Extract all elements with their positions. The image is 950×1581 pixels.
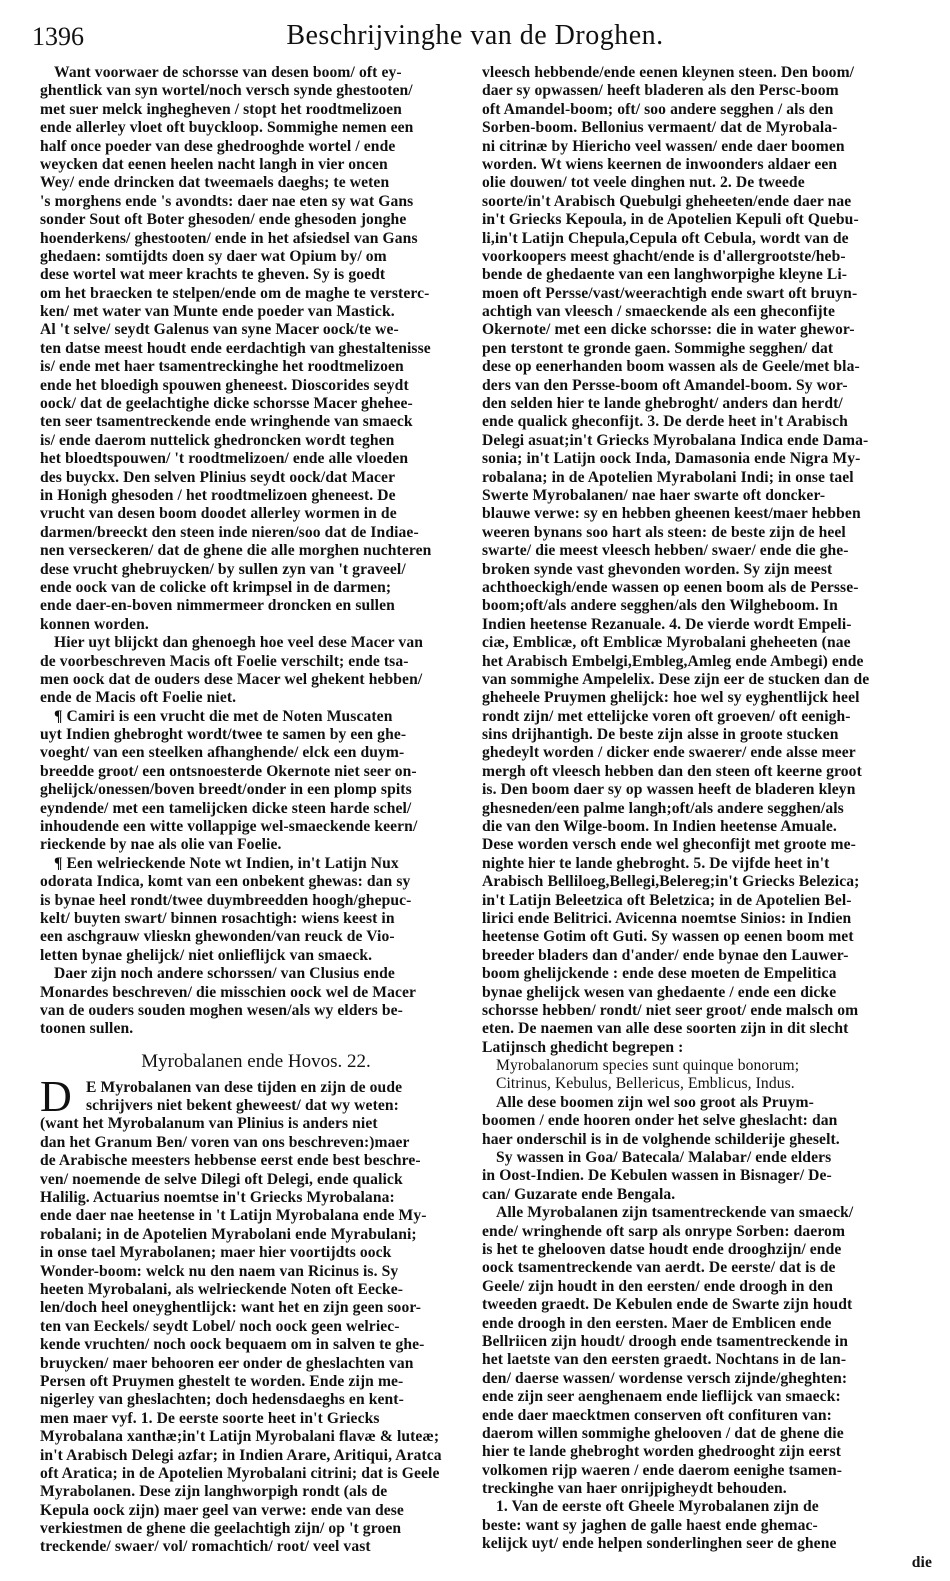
text-line: li,in't Latijn Chepula,Cepula oft Cebula, wordt van de (482, 229, 849, 247)
text-line: dan het Granum Ben/ voren van ons beschreven:)maer (40, 1133, 410, 1151)
text-line: achthoeckigh/ende wassen op eenen boom als de Persse- (482, 578, 859, 596)
text-line: ende het bloedigh spouwen gheneest. Dioscorides seydt (40, 376, 409, 394)
text-line: nen verseckeren/ dat de ghene die alle morghen nuchteren (40, 542, 432, 560)
text-line: Alle dese boomen zijn wel soo groot als Pruym- (496, 1093, 814, 1111)
text-line: boomen / ende hooren onder het selve gheslacht: dan (482, 1112, 838, 1130)
text-line: daer sy opwassen/ heeft bladeren als den Persc-boom (482, 82, 839, 100)
text-line: oft Amandel-boom; oft/ soo andere segghen / als den (482, 100, 834, 118)
text-line: voeght/ van een steelken afhanghende/ elck een duym- (40, 744, 405, 762)
text-line: oock/ dat de geelachtighe dicke schorsse Macer ghehee- (40, 395, 413, 413)
text-line: Citrinus, Kebulus, Bellericus, Emblicus, Indus. (496, 1075, 795, 1093)
text-line: ende droogh in den eersten. Maer de Emblicen ende (482, 1314, 832, 1332)
text-line: haer onderschil is in de volghende schilderije gheselt. (482, 1130, 840, 1148)
section-body (40, 1079, 472, 1557)
right-column (482, 64, 932, 1572)
text-line: treckende/ swaer/ vol/ romachtich/ root/ veel vast (40, 1538, 371, 1556)
text-line: 's morghens ende 's avondts: daer nae eten sy wat Gans (40, 192, 414, 210)
text-line: mergh oft vleesch hebben dan den steen oft keerne groot (482, 762, 862, 780)
text-line: broken synde vast ghevonden worden. Sy zijn meest (482, 560, 833, 578)
text-line: is/ ende met haer tsamentreckinghe het roodtmelizoen (40, 358, 404, 376)
text-line: schrijvers niet bekent gheweest/ dat wy weten: (86, 1097, 399, 1115)
text-line: Wonder-boom: welck nu den naem van Ricinus is. Sy (40, 1262, 399, 1280)
text-line: Dese worden versch ende wel gheconfijt met groote me- (482, 836, 856, 854)
text-line: Halilig. Actuarius noemtse in't Griecks Myrobalana: (40, 1189, 395, 1207)
text-line: hier te lande ghebroght worden ghedrooght zijn eerst (482, 1443, 842, 1461)
text-line: lirici ende Belitrici. Avicenna noemtse Sinios: in Indien (482, 909, 852, 927)
text-line: weeren bynans soo hart als steen: de beste zijn de heel (482, 523, 846, 541)
text-line: robalana; in de Apotelien Myrabolani Indi; in onse tael (482, 468, 854, 486)
text-line: ¶ Camiri is een vrucht die met de Noten Muscaten (54, 707, 393, 725)
text-line: heeten Myrobalani, als welrieckende Noten oft Eecke- (40, 1281, 404, 1298)
text-line: toonen sullen. (40, 1020, 134, 1038)
text-line: Bellriicen zijn houdt/ droogh ende tsamentreckende in (482, 1332, 848, 1350)
text-line: ten datse meest houdt ende eerdachtigh van ghestaltenisse (40, 339, 431, 357)
text-line: ende daer-en-boven nimmermeer droncken en sullen (40, 597, 395, 615)
text-line: Persen oft Pruymen ghestelt te worden. Ende zijn me- (40, 1372, 404, 1390)
text-line: olie douwen/ tot veele dinghen nut. 2. De tweede (482, 174, 805, 192)
text-line: in onse tael Myrabolanen; maer hier voortijdts oock (40, 1244, 392, 1262)
text-line: Alle Myrobalanen zijn tsamentreckende van smaeck/ (496, 1204, 854, 1222)
text-line: is bynae heel rondt/twee duymbreedden hoogh/ghepuc- (40, 891, 412, 909)
text-line: darmen/breeckt den steen inde nieren/soo dat de Indiae- (40, 523, 419, 541)
text-line: Monardes beschreven/ die misschien oock wel de Macer (40, 983, 417, 1001)
text-line: van sommighe Ampelelix. Dese zijn eer de stucken dan de (482, 670, 870, 688)
text-line: is/ ende daerom nuttelick ghedroncken wordt teghen (40, 431, 395, 449)
text-line: Myrobalana xanthæ;in't Latijn Myrobalani flavæ & luteæ; (40, 1428, 440, 1446)
text-line: Hier uyt blijckt dan ghenoegh hoe veel dese Macer van (54, 634, 423, 652)
text-line: bynae ghelijck wesen van ghedaente / ende een dicke (482, 983, 837, 1001)
text-line: can/ Guzarate ende Bengala. (482, 1185, 676, 1203)
text-line: ciæ, Emblicæ, oft Emblicæ Myrobalani gheheeten (nae (482, 634, 851, 652)
text-line: uyt Indien ghebroght wordt/twee te samen by een ghe- (40, 726, 407, 744)
text-line: weycken dat eenen heelen nacht langh in vier oncen (40, 155, 388, 173)
text-line: ghelijck/onessen/boven breedt/onder in een plomp spits (40, 781, 412, 799)
text-line: Myrobalanorum species sunt quinque bonorum; (496, 1057, 800, 1075)
text-line: rondt zijn/ met ettelijcke voren oft groeven/ oft eenigh- (482, 707, 851, 725)
text-line: breeder bladers dan d'ander/ ende bynae den Lauwer- (482, 946, 849, 964)
text-line: soorte/in't Arabisch Quebulgi gheheeten/ende daer nae (482, 192, 852, 210)
text-line: Arabisch Belliloeg,Bellegi,Belereg;in't Griecks Belezica; (482, 873, 860, 891)
page-number: 1396 (32, 22, 84, 51)
text-line: ghedeylt worden / dicker ende swaerer/ ende alsse meer (482, 744, 856, 762)
text-line: ende allerley vloet oft buyckloop. Sommighe nemen een (40, 119, 414, 137)
text-line: in't Griecks Kepoula, in de Apotelien Kepuli oft Quebu- (482, 211, 859, 229)
text-line: Daer zijn noch andere schorssen/ van Clusius ende (54, 965, 395, 983)
text-line: ven/ noemende de selve Dilegi oft Delegi, ende qualick (40, 1170, 403, 1188)
text-line: volkomen rijp waeren / ende daerom eenighe tsamen- (482, 1461, 843, 1479)
text-line: is. Den boom daer sy op wassen heeft de bladeren kleyn (482, 781, 856, 799)
text-line: ten seer tsamentreckende ende wringhende van smaeck (40, 413, 413, 431)
text-line: ghesneden/een palme langh;oft/als andere segghen/als (482, 799, 844, 817)
text-line: ten van Eeckels/ seydt Lobel/ noch oock geen welriec- (40, 1317, 400, 1335)
text-line: ¶ Een welrieckende Note wt Indien, in't Latijn Nux (54, 854, 399, 872)
text-line: heetense Gotim oft Guti. Sy wassen op eenen boom met (482, 928, 854, 946)
text-line: kelijck uyt/ ende helpen sonderlinghen seer de ghene (482, 1535, 837, 1553)
text-line: in't Latijn Beleetzica oft Beletzica; in de Apotelien Bel- (482, 891, 852, 909)
text-line: swarte/ die meest vleesch hebben/ swaer/ ende die ghe- (482, 542, 849, 560)
text-line: Okernote/ met een dicke schorsse: die in water ghewor- (482, 321, 855, 339)
text-line: rieckende by nae als olie van Foelie. (40, 836, 282, 854)
text-line: schorsse hebben/ rondt/ niet seer groot/ ende malsch om (482, 1001, 859, 1019)
text-line: ghentlick van syn wortel/noch versch synde ghestooten/ (40, 82, 413, 100)
text-line: sonia; in't Latijn oock Inda, Damasonia ende Nigra My- (482, 450, 861, 468)
text-line: E Myrobalanen van dese tijden en zijn de oude (86, 1078, 403, 1096)
left-column-text-top (40, 64, 472, 1039)
text-line: hoenderkens/ ghestooten/ ende in het afsiedsel van Gans (40, 229, 418, 247)
text-line: van de ouders souden moghen wesen/als wy elders be- (40, 1001, 403, 1019)
text-line: met suer melck inghegheven / stopt het roodtmelizoen (40, 100, 402, 118)
text-line: om het braecken te stelpen/ende om de maghe te versterc- (40, 284, 430, 302)
text-line: Wey/ ende drincken dat tweemaels daeghs; te weten (40, 174, 390, 192)
text-line: robalani; in de Apotelien Myrabolani ende Myrabulani; (40, 1225, 417, 1243)
text-line: bruycken/ maer behooren eer onder de gheslachten van (40, 1354, 414, 1372)
text-line: eyndende/ met een tamelijcken dicke steen harde schel/ (40, 799, 412, 817)
text-line: inhoudende een witte vollappige wel-smaeckende keern/ (40, 818, 418, 836)
text-line: Al 't selve/ seydt Galenus van syne Macer oock/te we- (40, 321, 399, 339)
text-line: treckinghe van haer onrijpigheydt behouden. (482, 1480, 787, 1498)
right-column-text (482, 64, 932, 1554)
left-column-text-bottom (40, 1079, 472, 1557)
text-line: vrucht van desen boom doodet allerley wormen in de (40, 505, 397, 523)
text-line: breedde groot/ een ontsnoesterde Okernote niet seer on- (40, 762, 417, 780)
text-line: ghedaen: somtijdts doen sy daer wat Opium by/ om (40, 247, 387, 265)
text-line: eten. De naemen van alle dese soorten zijn in dit slecht (482, 1020, 849, 1038)
text-line: den/ daerse wassen/ wordense versch zijnde/gheghten: (482, 1369, 848, 1387)
text-line: sins drijhantigh. De beste zijn alsse in groote stucken (482, 726, 839, 744)
text-line: het laetste van den eersten graedt. Nochtans in de lan- (482, 1351, 847, 1369)
text-line: Latijnsch ghedicht begrepen : (482, 1038, 684, 1056)
left-column (40, 64, 472, 1557)
text-line: Sorben-boom. Bellonius vermaent/ dat de Myrobala- (482, 119, 838, 137)
text-line: oft Aratica; in de Apotelien Myrobalani citrini; dat is Geele (40, 1464, 440, 1482)
text-line: een aschgrauw vlieskn ghewonden/van reuck de Vio- (40, 928, 395, 946)
text-line: Indien heetense Rezanuale. 4. De vierde wordt Empeli- (482, 615, 852, 633)
text-line: Kepula oock zijn) maer geel van verwe: ende van dese (40, 1501, 404, 1519)
text-line: dese vrucht ghebruycken/ by sullen zyn van 't graveel/ (40, 560, 406, 578)
text-line: Sy wassen in Goa/ Batecala/ Malabar/ ende elders (496, 1149, 832, 1167)
text-line: tweeden graedt. De Kebulen ende de Swarte zijn houdt (482, 1296, 853, 1314)
text-line: achtigh van vleesch / smaeckende als een gheconfijte (482, 303, 835, 321)
text-line: beste: want sy jaghen de galle haest ende ghemac- (482, 1516, 818, 1534)
text-line: men maer vyf. 1. De eerste soorte heet in't Griecks (40, 1409, 380, 1427)
text-line: de Arabische meesters hebbense eerst ende best beschre- (40, 1152, 421, 1170)
text-line: ende daer nae heetense in 't Latijn Myrobalana ende My- (40, 1207, 427, 1225)
drop-cap: D (40, 1078, 72, 1115)
text-line: men oock dat de ouders dese Macer wel ghekent hebben/ (40, 670, 423, 688)
text-line: het bloedtspouwen/ 't roodtmelizoen/ ende alle vloeden (40, 450, 409, 468)
text-line: dese wortel wat meer krachts te gheven. Sy is goedt (40, 266, 386, 284)
text-line: nigerley van gheslachten; doch hedensdaeghs en kent- (40, 1391, 404, 1409)
text-line: des buyckx. Den selven Plinius seydt oock/dat Macer (40, 468, 396, 486)
text-line: ende de Macis oft Foelie niet. (40, 689, 237, 707)
text-line: len/doch heel oneyghentlijck: want het en zijn geen soor- (40, 1299, 422, 1317)
text-line: worden. Wt wiens keernen de inwoonders aldaer een (482, 155, 838, 173)
text-line: ken/ met water van Munte ende poeder van Mastick. (40, 303, 395, 321)
text-line: Swerte Myrobalanen/ nae haer swarte oft doncker- (482, 486, 826, 504)
text-line: ende oock van de colicke oft krimpsel in de darmen; (40, 578, 392, 596)
text-line: ende zijn seer aenghenaem ende lieflijck van smaeck: (482, 1388, 841, 1406)
text-line: in Oost-Indien. De Kebulen wassen in Bisnager/ De- (482, 1167, 832, 1185)
running-title: Beschrijvinghe van de Droghen. (286, 20, 664, 51)
text-line: sonder Sout oft Boter ghesoden/ ende ghesoden jonghe (40, 211, 407, 229)
text-line: konnen worden. (40, 615, 149, 633)
text-line: bende de ghedaente van een langhworpighe kleyne Li- (482, 266, 848, 284)
text-line: ende daer maecktmen conserven oft confituren van: (482, 1406, 832, 1424)
text-line: ni citrinæ by Hiericho veel wassen/ ende daer boomen (482, 137, 845, 155)
catchword: die (911, 1553, 932, 1571)
text-line: (want het Myrobalanum van Plinius is anders niet (40, 1115, 378, 1133)
text-line: oock tsamentreckende van aerdt. De eerste/ dat is de (482, 1259, 836, 1277)
text-line: blauwe verwe: sy en hebben gheenen keest/maer hebben (482, 505, 861, 523)
text-line: half once poeder van dese ghedrooghde wortel / ende (40, 137, 396, 155)
text-line: is het te ghelooven datse houdt ende drooghzijn/ ende (482, 1241, 842, 1258)
text-line: boom ghelijckende : ende dese moeten de Empelitica (482, 965, 837, 983)
text-line: kende vruchten/ noch oock bequaem om in salven te ghe- (40, 1336, 425, 1354)
text-line: ders van den Persse-boom oft Amandel-boom. Sy wor- (482, 376, 848, 394)
text-line: odorata Indica, komt van een onbekent ghewas: dan sy (40, 873, 411, 891)
text-line: kelt/ buyten swart/ binnen rosachtigh: wiens keest in (40, 909, 395, 927)
text-line: gheheele Pruymen ghelijck: hoe wel sy eyghentlijck heel (482, 689, 860, 707)
text-line: vleesch hebbende/ende eenen kleynen steen. Den boom/ (482, 64, 855, 81)
text-line: voorkoopers meest ghacht/ende is d'allergrootste/heb- (482, 247, 846, 265)
text-line: den selden hier te lande ghebroght/ anders dan herdt/ (482, 395, 843, 413)
text-line: boom;oft/als andere segghen/als den Wilgheboom. In (482, 597, 838, 615)
text-line: ende/ wringhende oft sarp als onrype Sorben: daerom (482, 1222, 846, 1240)
text-line: ende qualick gheconfijt. 3. De derde heet in't Arabisch (482, 413, 848, 431)
text-line: nighte hier te lande ghebroght. 5. De vijfde heet in't (482, 854, 830, 872)
text-line: 1. Van de eerste oft Gheele Myrobalanen zijn de (496, 1498, 819, 1516)
text-line: Myrabolanen. Dese zijn langhworpigh rondt (als de (40, 1483, 388, 1501)
section-heading: Myrobalanen ende Hovos. 22. (141, 1050, 371, 1072)
text-line: dese op eenerhanden boom wassen als de Geele/met bla- (482, 358, 860, 376)
text-line: letten bynae ghelijck/ niet onlieflijck van smaeck. (40, 946, 373, 964)
text-line: Geele/ zijn houdt in den eersten/ ende droogh in den (482, 1277, 834, 1295)
text-line: daerom willen sommighe ghelooven / dat de ghene die (482, 1424, 844, 1442)
text-line: in't Arabisch Delegi azfar; in Indien Arare, Aritiqui, Aratca (40, 1446, 442, 1464)
text-line: verkiestmen de ghene die geelachtigh zijn/ op 't groen (40, 1520, 402, 1538)
text-line: de voorbeschreven Macis oft Foelie verschilt; ende tsa- (40, 652, 409, 670)
text-line: Delegi asuat;in't Griecks Myrobalana Indica ende Dama- (482, 431, 869, 449)
text-line: pen terstont te gronde gaen. Sommighe segghen/ dat (482, 339, 834, 357)
text-line: die van den Wilge-boom. In Indien heetense Amuale. (482, 818, 837, 836)
text-line: moen oft Persse/vast/weerachtigh ende swart oft bruyn- (482, 284, 858, 302)
text-line: in Honigh ghesoden / het roodtmelizoen gheneest. De (40, 486, 396, 504)
text-line: het Arabisch Embelgi,Embleg,Amleg ende Ambegi) ende (482, 652, 864, 670)
text-line: Want voorwaer de schorsse van desen boom/ oft ey- (54, 64, 402, 81)
